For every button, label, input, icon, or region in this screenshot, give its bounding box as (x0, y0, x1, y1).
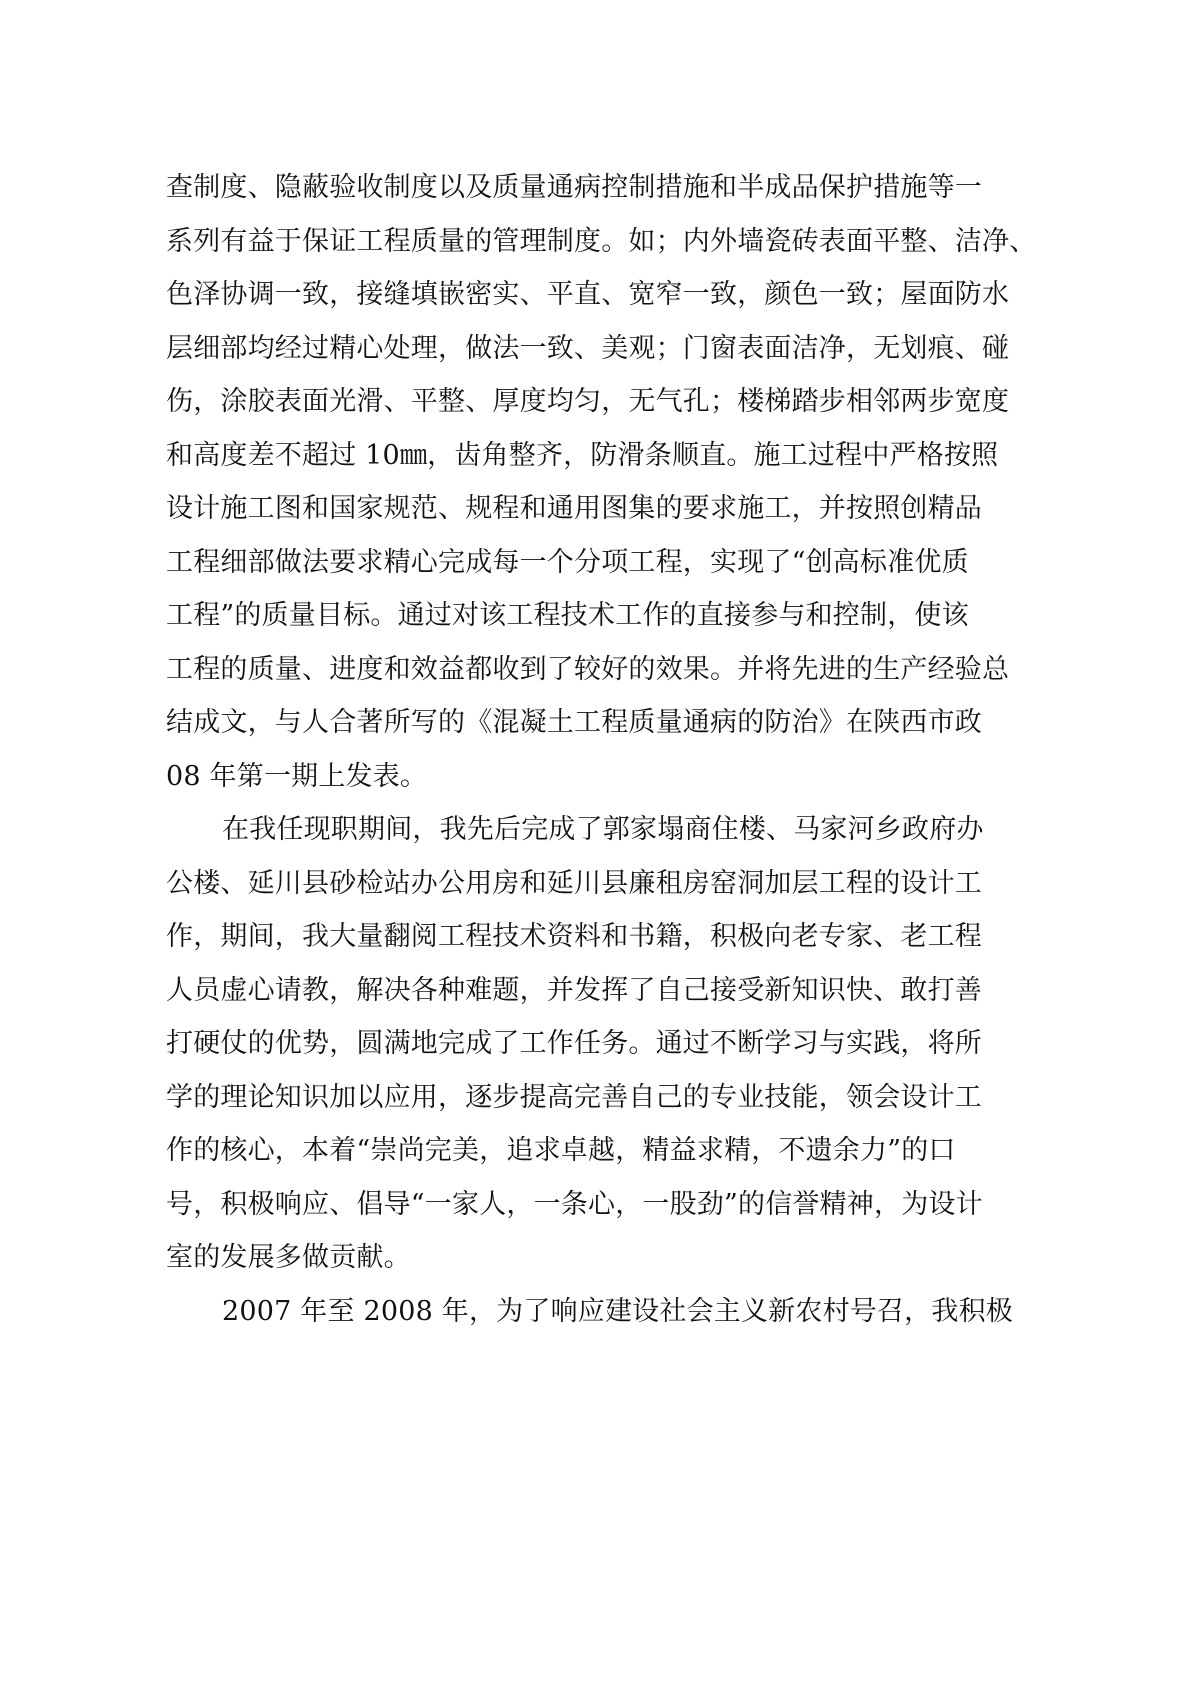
text-line: 学的理论知识加以应用，逐步提高完善自己的专业技能，领会设计工 (166, 1081, 982, 1113)
paragraph-start-line: 在我任现职期间，我先后完成了郭家塌商住楼、马家河乡政府办 (222, 814, 984, 845)
text-line: 号，积极响应、倡导“一家人，一条心，一股劲”的信誉精神，为设计 (166, 1188, 983, 1220)
document-page (166, 164, 1036, 1341)
paragraph-start-line: 2007 年至 2008 年，为了响应建设社会主义新农村号召，我积极 (222, 1295, 1013, 1327)
text-line: 工程”的质量目标。通过对该工程技术工作的直接参与和控制，使该 (166, 600, 969, 631)
text-line: 伤，涂胶表面光滑、平整、厚度均匀，无气孔；楼梯踏步相邻两步宽度 (166, 386, 1010, 417)
text-line: 设计施工图和国家规范、规程和通用图集的要求施工，并按照创精品 (166, 493, 982, 524)
text-line: 层细部均经过精心处理，做法一致、美观；门窗表面洁净，无划痕、碰 (166, 332, 1010, 364)
text-line: 和高度差不超过 10㎜，齿角整齐，防滑条顺直。施工过程中严格按照 (166, 439, 999, 471)
text-line: 打硬仗的优势，圆满地完成了工作任务。通过不断学习与实践，将所 (166, 1028, 982, 1059)
text-line: 查制度、隐蔽验收制度以及质量通病控制措施和半成品保护措施等一 (166, 172, 982, 203)
text-line: 作的核心，本着“崇尚完美，追求卓越，精益求精，不遗余力”的口 (166, 1135, 956, 1166)
text-line: 色泽协调一致，接缝填嵌密实、平直、宽窄一致，颜色一致；屋面防水 (166, 279, 1010, 310)
text-line: 室的发展多做贡献。 (166, 1242, 411, 1273)
text-line: 工程细部做法要求精心完成每一个分项工程，实现了“创高标准优质 (166, 546, 969, 578)
text-line: 人员虚心请教，解决各种难题，并发挥了自己接受新知识快、敢打善 (166, 974, 982, 1006)
text-line: 作，期间，我大量翻阅工程技术资料和书籍，积极向老专家、老工程 (166, 921, 982, 952)
text-line: 工程的质量、进度和效益都收到了较好的效果。并将先进的生产经验总 (166, 653, 1010, 685)
text-line: 结成文，与人合著所写的《混凝土工程质量通病的防治》在陕西市政 (166, 707, 982, 738)
text-line: 系列有益于保证工程质量的管理制度。如；内外墙瓷砖表面平整、洁净、 (166, 225, 1037, 257)
text-line: 08 年第一期上发表。 (166, 760, 428, 792)
text-line: 公楼、延川县砂检站办公用房和延川县廉租房窑洞加层工程的设计工 (166, 867, 982, 899)
